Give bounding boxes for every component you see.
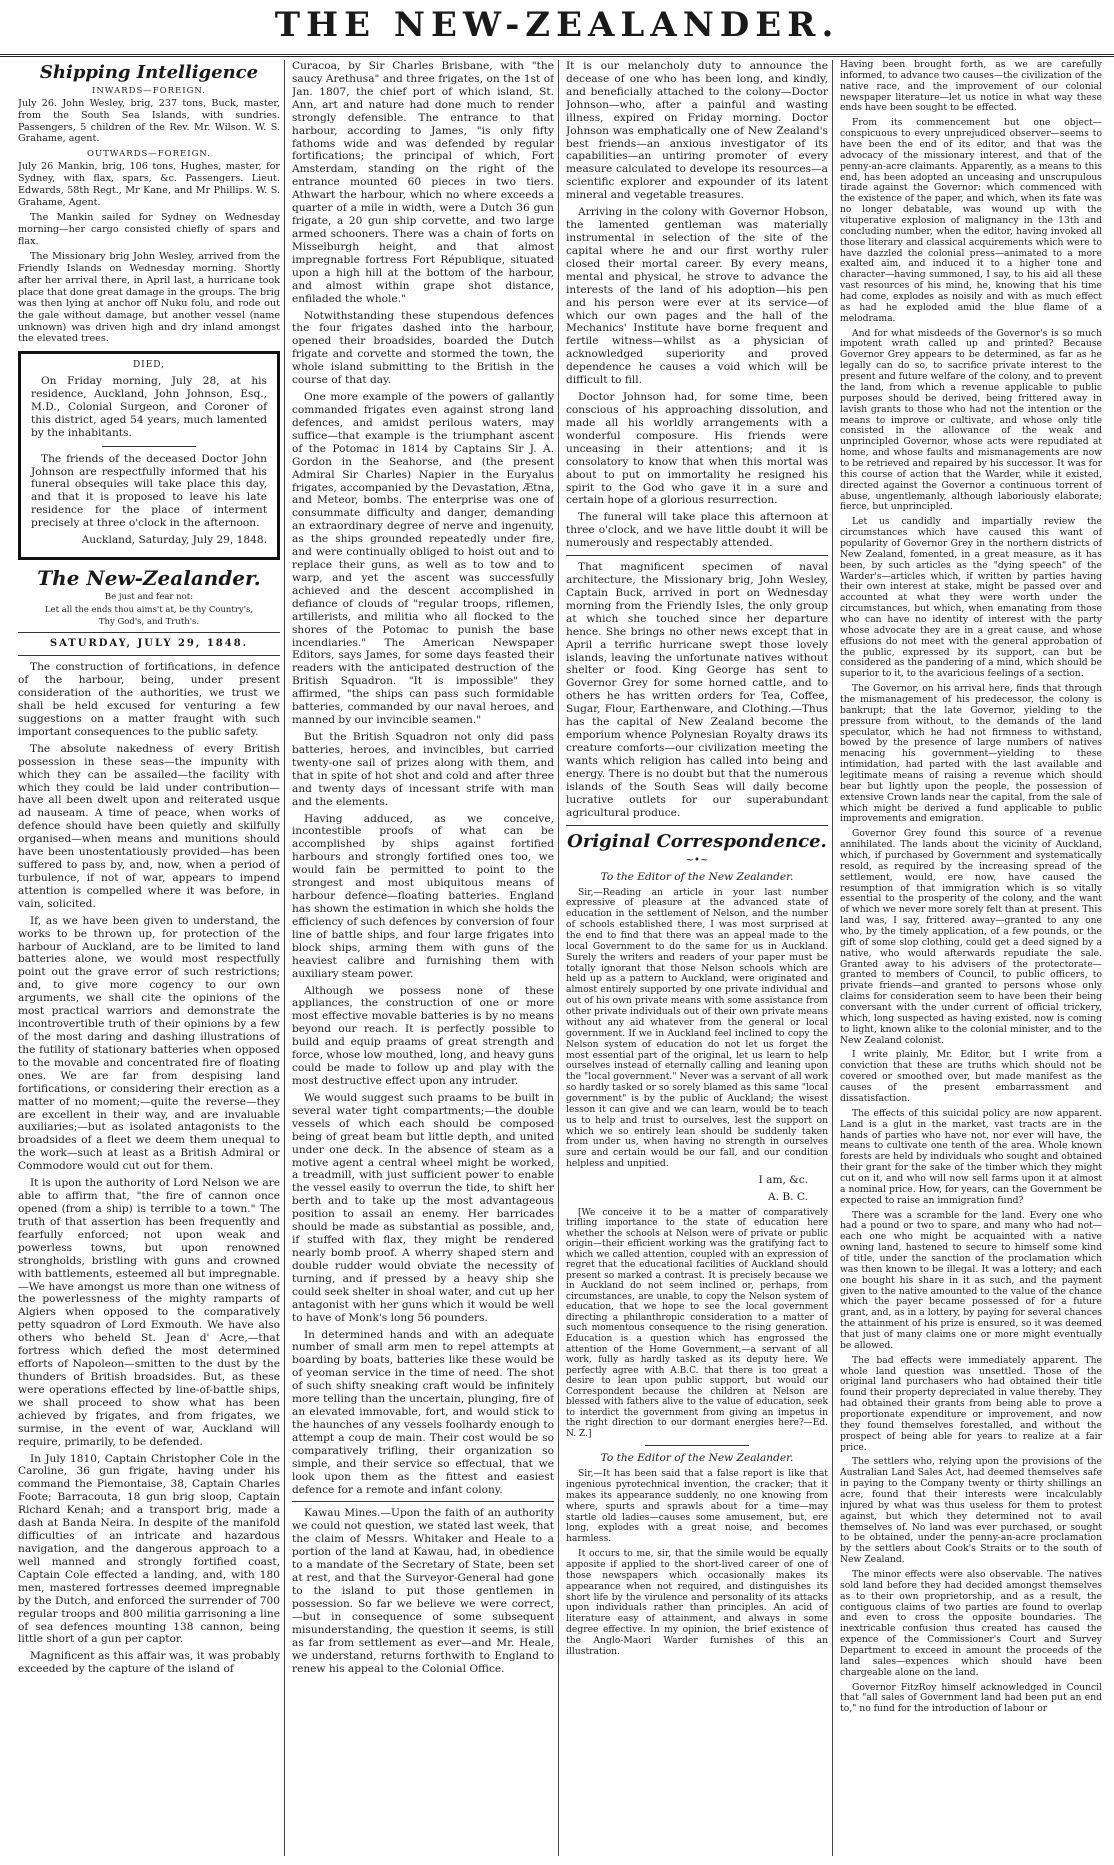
editorial-paragraph: If, as we have been given to understand, the works to be thrown up, for protection of the harbour of Auckland, are to be limited to land batteries alone, we would most respectfully point out the grave error of such restrictions; and, to give more cogency to our own arguments, we shall cite the opinions of the most practical warriors and demonstrate the incontrovertible truth of their opinions by a few of the most daring and dashing illustrations of the futility of stationary batteries when opposed to the movable and concentrated fire of floating ones. We are far from despising land fortifications, or considering their erection as a matter of no moment;—quite the reverse—they are excellent in their way, and are invaluable auxiliaries;—but as isolated antagonists to the broadsides of a fleet we deem them unequal to the work—such at least as a British Admiral or Commodore would cut out for them. — [18, 914, 280, 1173]
article-paragraph: Although we possess none of these appliances, the construction of one or more most effective movable batteries is by no means beyond our reach. It is perfectly possible to build and equip praams of great strength and force, whose low mouthed, long, and heavy guns could be made to follow up and play with the most destructive effect upon any intruder. — [292, 984, 554, 1087]
article-paragraph: Curacoa, by Sir Charles Brisbane, with "the saucy Arethusa" and three frigates, on the 1st of Jan. 1807, the chief port of which island, St. Ann, art and nature had done much to render strongly defensible. The entrance to that harbour, according to James, "is only fifty fathoms wide and was defended by regular fortifications; the principal of which, Fort Amsterdam, standing on the right of the entrance mounted 60 pieces in two tiers. Athwart the harbour, which no where exceeds a quarter of a mile in width, were a Dutch 36 gun frigate, a 20 gun ship corvette, and two large armed schooners. There was a chain of forts on Misselburgh height, and that almost impregnable fortress Fort République, situated upon a high hill at the bottom of the harbour, and almost within grape shot distance, enfiladed the whole." — [292, 60, 554, 305]
obituary-article: Doctor Johnson had, for some time, been conscious of his approaching dissolution, and made all his worldly arrangements with a wonderful composure. His friends were unceasing in their attentions; and it is consolatory to know that when this mortal was about to put on immortality he resigned his spirit to the God who gave it in a sure and certain hope of a glorious resurrection. — [566, 391, 828, 507]
article-paragraph: In determined hands and with an adequate number of small arm men to repel attempts at boarding by boats, batteries like these would be of yeoman service in the time of need. The shot of such shifty sneaking craft would be infinitely more telling than the uncertain, plunging, fire of an elevated immovable, fort, and would stick to the haunches of any vessels foolhardy enough to attempt a coup de main. Their cost would be so comparatively trifling, their organization so simple, and their service so effectual, that we look upon them as the fittest and easiest defence for a remote and infant colony. — [292, 1328, 554, 1496]
outwards-entry: July 26 Mankin, brig, 106 tons, Hughes, master, for Sydney, with flax, spars, &c. Passengers. Lieut. Edwards, 58th Regt., Mr Kane, and Mr Phillips. W. S. Grahame, Agent. — [18, 161, 280, 208]
inwards-label: INWARDS—FOREIGN. — [92, 85, 206, 96]
divider — [18, 655, 280, 656]
obituary-article: Arriving in the colony with Governor Hobson, the lamented gentleman was materially instrumental in selection of the site of the capital where he and our first worthy ruler closed their mortal career. By every means, mental and physical, he strove to advance the interests of the land of his adoption—his pen and his person were ever at its service—of which our own pages and the hall of the Mechanics' Institute have borne frequent and fertile witness—whilst as a physician of acknowledged superiority and proved dependence he causes a void which will be difficult to fill. — [566, 206, 828, 387]
letter-continuation: Governor Grey found this source of a revenue annihilated. The lands about the vicinity of Auckland, which, if purchased by Government and systematically resold, as required by the increasing spread of the settlement, would, ere now, have caused the resumption of that immigration which is so vitally essential to the prosperity of the colony, and the want of which we never more sorely felt than at present. This land was, I say, frittered away—granted to any one who, by the timely application, of a few pounds, or the gift of some slop clothing, could get a deed signed by a native, who would afterwards repudiate the sale. Granted away to his advisers of the protectorate—granted to members of Council, to public officers, to private friends—and granted to persons whose only claims for consideration seem to have been their being conversant with the under current of official trickery, which, long suspected as having existed, now is coming to light, known alike to the colonial minister, and to the New Zealand colonist. — [840, 828, 1102, 1046]
letter-continuation: And for what misdeeds of the Governor's is so much impotent wrath called up and printed? Because Governor Grey appears to be determined, as far as he legally can do so, to sacrifice private interest to the present and future welfare of the colony, and to prevent the land, from which a revenue applicable to public purposes should be derived, being frittered away in lavish grants to those who had not the intention or the means to improve or cultivate, and whose only title consisted in the allowance of the weak and unprincipled Governor, whose acts were repudiated at home, and whose faults and mismanagements are now to be retrieved and repaired by his successor. It was for this course of action that the Warder, while it existed, directed against the Governor a continuous torrent of abuse, ungentlemanly, although laboriously elaborate; fierce, but unprincipled. — [840, 327, 1102, 513]
letter-closing: I am, &c. — [758, 1173, 808, 1186]
letter-salutation: To the Editor of the New Zealander. — [600, 1452, 794, 1465]
column-1 — [18, 60, 280, 1856]
ornament: ~•~ — [685, 854, 709, 866]
issue-date: SATURDAY, JULY 29, 1848. — [49, 638, 249, 650]
divider — [102, 446, 196, 447]
motto-line: Be just and fear not: — [104, 592, 194, 603]
outwards-label: OUTWARDS—FOREIGN. — [86, 149, 211, 160]
obituary-article: It is our melancholy duty to announce the decease of one who has been long, and kindly, and beneficially attached to the colony—Doctor Johnson—who, after a painful and wasting illness, expired on Friday morning. Doctor Johnson was emphatically one of New Zealand's best friends—an anxious investigator of its capabilities—an untiring promoter of every measure calculated to develope its resources—a scientific explorer and expounder of its latent mineral and vegetable treasures. — [566, 60, 828, 202]
letter-continuation: There was a scramble for the land. Every one who had a pound or two to spare, and many who had not—each one who might be acquainted with a native owning land, hastened to secure to himself some kind of title, under the sanction of the proclamation which was then known to be illegal. It was a lottery; and each one bought his share in it as such, and the payment given to the native amounted to the value of the chance which the payer became possessed of for a future grant, and, as in a lottery, by paying for several chances the attainment of his prize is ensured, so it was deemed that just of many claims one or more might eventually be allowed. — [840, 1209, 1102, 1351]
correspondence-heading: Original Correspondence. — [567, 830, 827, 852]
article-paragraph: One more example of the powers of gallantly commanded frigates even against strong land defences, and amidst perilous waters, may suffice—that example is the triumphant ascent of the Potomac in 1814 by Captains Sir J. A. Gordon in the Seahorse, and (the present Admiral Sir Charles) Napier in the Euryalus frigates, accompanied by the Devastation, Ætna, and Meteor, bombs. The enterprise was one of consummate difficulty and danger, demanding an extraordinary degree of nerve and ingenuity, as the ships grounded repeatedly under fire, and were continually obliged to hoist out and to replace their guns, as well as to tow and to warp, and yet the ascent was successfully achieved and the descent accomplished in defiance of clouds of "regular troops, riflemen, artillerists, and militia who all flocked to the shores of the Potomac to punish the base incendiaries." The American Newspaper Editors, says James, for some days feasted their readers with the anticipated destruction of the British Squadron. "It is impossible" they affirmed, "the ships can pass such formidable batteries, commanded by our naval heroes, and manned by our invincible seamen." — [292, 391, 554, 727]
letter-continuation: The bad effects were immediately apparent. The whole land question was unsettled. Those of the original land purchasers who had obtained their title found their property depreciated in value thereby. They had obtained their grants from being able to prove a proportionate expenditure or improvement, and now they found themselves forestalled, and without the prospect of being able for years to realize at a fair price. — [840, 1354, 1102, 1453]
article-paragraph: Notwithstanding these stupendous defences the four frigates dashed into the harbour, opened their broadsides, boarded the Dutch frigate and corvette and stormed the town, the whole island submitting to the British in the course of that day. — [292, 309, 554, 387]
divider — [566, 555, 828, 556]
kawau-mines-paragraph: Kawau Mines.—Upon the faith of an authority we could not question, we stated last week, that the claim of Messrs. Whitaker and Heale to a portion of the land at Kawau, had, in obedience to a mandate of the Secretary of State, been set at rest, and that the Surveyor-General had gone to the island to put those gentlemen in possession. So far we believe we were correct,—but in consequence of some subsequent misunderstanding, the question it seems, is still as far from settlement as ever—and Mr. Heale, we understand, returns forthwith to England to renew his appeal to the Colonial Office. — [292, 1507, 554, 1675]
divider — [292, 1501, 554, 1502]
letter-continuation: The settlers who, relying upon the provisions of the Australian Land Sales Act, had deemed themselves safe in paying to the Company twenty or thirty shillings an acre, found that their interests were incalculably injured by what was thus useless for them to protest against, but which they determined not to avail themselves of. No land was ever purchased, or sought to be obtained, under the penny-an-acre proclamation by the settlers about Cook's Straits or to the south of New Zealand. — [840, 1456, 1102, 1566]
letter-continuation: The effects of this suicidal policy are now apparent. Land is a glut in the market, vast tracts are in the hands of parties who have not, nor ever will have, the means to cultivate one tenth of the area. Whole known forests are held by individuals who sought and obtained their grant for the sake of the timber which they might cut on it, and who will now sell farms upon it at almost a nominal price. How, for years, can the Government be expected to raise an immigration fund? — [840, 1107, 1102, 1206]
article-paragraph: But the British Squadron not only did pass batteries, heroes, and invincibles, but carried twenty-one sail of prizes along with them, and that in spite of hot shot and cold and after three and twenty days of incessant strife with man and the elements. — [292, 731, 554, 808]
editorial-paragraph: It is upon the authority of Lord Nelson we are able to affirm that, "the fire of cannon once opened (from a ship) is terrible to a town." The truth of that assertion has been frequently and fearfully enforced; not upon weak and powerless towns, but upon renowned strongholds, bristling with guns and crowned with battlements, esteemed all but impregnable.—We have amongst us more than one witness of the powerlessness of the mighty ramparts of Algiers when opposed to the comparatively petty squadron of Lord Exmouth. We have also others who beheld St. Jean d' Acre,—that fortress which defied the most determined efforts of Napoleon—smitten to the dust by the thunders of British broadsides. But, as these were operations effected by line-of-battle ships, we shall proceed to show what has been achieved by frigates, and from frigates, we surmise, in the event of war, Auckland will require, primarily, to be defended. — [18, 1177, 280, 1448]
letter-signature: A. B. C. — [767, 1190, 808, 1203]
obituary-text: On Friday morning, July 28, at his residence, Auckland, John Johnson, Esq., M.D., Colonial Surgeon, and Coroner of this district, aged 54 years, much lamented by the inhabitants. — [31, 375, 267, 439]
obituary-dateline: Auckland, Saturday, July 29, 1848. — [81, 534, 267, 547]
shipping-paragraph: The Missionary brig John Wesley, arrived from the Friendly Islands on Wednesday morning. Shortly after her arrival there, in April last, a hurricane took place that done great damage in the groups. The brig was then lying at anchor off Nuku folu, and rode out the gale without damage, but another vessel (name unknown) was driven high and dry inland amongst the elevated trees. — [18, 251, 280, 345]
letter-continuation: The minor effects were also observable. The natives sold land before they had decided amongst themselves as to their own proprietorship, and as a result, the contiguous claims of two parties are found to overlap and even to cross the opposite boundaries. The inextricable confusion thus created has caused the expence of the Commissioner's Court and Survey Department to exceed in amount the proceeds of the land sales—expences which should have been chargeable alone on the land. — [840, 1569, 1102, 1678]
shipping-heading: Shipping Intelligence — [39, 62, 259, 83]
divider — [566, 825, 828, 826]
obituary-article: The funeral will take place this afternoon at three o'clock, and we have little doubt it will be numerously and respectably attended. — [566, 511, 828, 550]
editorial-title: The New-Zealander. — [37, 566, 261, 591]
letter-continuation: I write plainly, Mr. Editor, but I write from a conviction that these are truths which should not be covered or smoothed over, but made manifest as the causes of the present embarrassment and dissatisfaction. — [840, 1049, 1102, 1104]
letter-continuation: From its commencement but one object—conspicuous to every unprejudiced observer—seems to have been the end of its editor, and that was the advocacy of the missionary interest, and that of the penny-an-acre claimants. Apparently, as a means to this end, has been adopted an unceasing and unscrupulous tirade against the Governor: which commenced with the existence of the paper, and which, when its fate was no longer debatable, was wound up with the vituperative explosion of malignancy in the 13th and concluding number, when the editor, having invoked all those literary and classical acquirements which were to have dazzled the colonial press—animated to a more exalted aim, and induced it to a higher tone and character—having summoned, I say, to his aid all these vast resources of his mind, he, knowing that his time had come, explodes as noisily and with as much effect as had he exploded amid the blue flame of a melodrama. — [840, 117, 1102, 324]
column-3 — [566, 60, 828, 1856]
article-paragraph: Having adduced, as we conceive, incontestible proofs of what can be accomplished by ships against fortified harbours and strongly fortified ones too, we would fain be permitted to point to the strongest and most ubiquitous means of harbour defence—floating batteries. England has shown the estimation in which she holds the efficiency of such defences by conversion of four line of battle ships, and four large frigates into block ships, arming them with guns of the heaviest calibre and furnishing them with auxiliary steam power. — [292, 812, 554, 980]
letter-continuation: The Governor, on his arrival here, finds that through the mismanagement of his predecessor, the colony is bankrupt; that the late Governor, yielding to the pressure from without, to the demands of the land speculator, which he had not firmness to withstand, bowed by the presence of large numbers of natives menacing his government—yielding to these intimidation, had parted with the last available and legitimate means of raising a revenue which should bear but lightly upon the people, the possession of extensive Crown lands near the capital, from the sale of which might be derived a fund applicable to public improvements and emigration. — [840, 683, 1102, 825]
column-2 — [292, 60, 554, 1856]
letter-continuation: Governor FitzRoy himself acknowledged in Council that "all sales of Government land had been put an end to," no fund for the introduction of labour or — [840, 1681, 1102, 1715]
divider — [18, 632, 280, 633]
column-rule — [558, 60, 559, 1856]
letter-body: Sir,—It has been said that a false report is like that ingenious pyrotechnical invention, the cracker; that it makes its appearance suddenly, no one knowing from where, spurts and sprawls about for a time—may startle old ladies—causes some amusement, but, ere long, explodes with a great noise, and becomes harmless. — [566, 1468, 828, 1545]
column-rule — [284, 60, 285, 1856]
divider — [645, 1445, 750, 1446]
masthead: THE NEW-ZEALANDER. — [0, 0, 1114, 57]
editor-note: [We conceive it to be a matter of comparatively trifling importance to the state of education here whether the schools at Nelson were of private or public origin—their efficient working was the gratifying fact to which we called attention, coupled with an expression of regret that the educational facilities of Auckland should present so marked a contrast. It is precisely because we in Auckland do not seem inclined or, perhaps, from circumstances, are unable, to copy the Nelson system of education, that we hope to see the local government directing a philanthropic consideration to a matter of such momentous consequence to the rising generation. Education is a question which has engrossed the attention of the Home Government,—a servant of all work, fully as hardly tasked as its deputy here. We perfectly agree with A.B.C. that there is too great a desire to lean upon public support, but would our Correspondent because the children at Nelson are blessed with fathers alive to the value of education, seek to interdict the government from giving an impetus in the right direction to our dormant energies here?—Ed. N. Z.] — [566, 1207, 828, 1439]
letter-body: Sir,—Reading an article in your last number expressive of pleasure at the advanced state of education in the settlement of Nelson, and the number of schools established there, I was most surprised at the end to find that there was an appeal made to the local Government to do the same for us in Auckland. Surely the writers and readers of your paper must be totally ignorant that those Nelson schools which are held up as a pattern to Auckland, were originated and almost entirely supported by one private individual and out of his own private means with some assistance from other private individuals out of their own private means without any aid whatever from the general or local government. If we in Auckland feel inclined to copy the Nelson system of education do not let us forget the most essential part of the original, let us learn to help ourselves instead of eternally calling and leaning upon the "local government." Never was a servant of all work so hardly tasked or so sorely blamed as this same "local government" is by the public of Auckland; the wisest lesson it can give and we can learn, would be to teach us to help and trust to ourselves, lest the support on which we so entirely lean should be suddenly taken from under us, when having no strength in ourselves sure and certain would be our fall, and our condition helpless and unpitied. — [566, 886, 828, 1170]
funeral-notice: The friends of the deceased Doctor John Johnson are respectfully informed that his funeral obsequies will take place this day, and that it is proposed to leave his late residence for the place of interment precisely at three o'clock in the afternoon. — [31, 452, 267, 530]
obituary-heading: DIED, — [132, 360, 166, 371]
john-wesley-paragraph: That magnificent specimen of naval architecture, the Missionary brig, John Wesley, Captain Buck, arrived in port on Wednesday morning from the Friendly Isles, the only group at which she touched since her departure hence. She brings no other news except that in April a terrific hurricane swept those lovely islands, leaving the unfortunate natives without shelter or food. King George has sent to Governor Grey for some horned cattle, and to others he has written orders for Tea, Coffee, Sugar, Flour, Earthenware, and Clothing.—Thus has the capital of New Zealand become the emporium whence Polynesian Royalty draws its creature comforts—our civilization meeting the wants which religion has called into being and energy. There is no doubt but that the numerous islands of the South Seas will daily become lucrative outlets for our superabundant agricultural produce. — [566, 561, 828, 819]
column-rule — [832, 60, 833, 1856]
article-paragraph: We would suggest such praams to be built in several water tight compartments;—the double vessels of which each should be composed being of great beam but little depth, and united under one deck. In the absence of steam as a motive agent a central wheel might be worked, a treadmill, with just sufficient power to enable the vessel easily to overrun the tide, to shift her berth and to take up the most advantageous position to assail an enemy. Her barricades should be made as substantial as possible, and, if stuffed with flax, they might be rendered nearly bomb proof. A wherry shaped stern and double rudder would obviate the necessity of turning, and if pressed by a heavy ship she could seek shelter in shoal water, and cut up her antagonist with her guns which it would be well to have of Monk's long 56 pounders. — [292, 1091, 554, 1324]
letter-body: It occurs to me, sir, that the simile would be equally apposite if applied to the short-lived career of one of those newspapers which occasionally makes its appearance when not required, and distinguishes its short life by the virulence and personality of its attacks upon individuals rather than principles. An acid of literature easy of attainment, and always in some degree effective. In my opinion, the brief existence of the Anglo-Maori Warder furnishes of this an illustration. — [566, 1548, 828, 1657]
letter-continuation: Having been brought forth, as we are carefully informed, to advance two causes—the civilization of the native race, and the improvement of our colonial newspaper literature—let us notice in what way these ends have been sought to be effected. — [840, 60, 1102, 114]
column-4 — [840, 60, 1102, 1856]
editorial-paragraph: In July 1810, Captain Christopher Cole in the Caroline, 36 gun frigate, having under his command the Piemontaise, 38, Captain Charles Foote; Barracouta, 18 gun brig sloop, Captain Richard Kenah; and a transport brig, made a dash at Banda Neira. In despite of the manifold difficulties of an intricate and hazardous navigation, and the dangerous approach to a well manned and strongly fortified coast, Captain Cole effected a landing, and, with 180 men, mastered fortresses deemed impregnable by the Dutch, and enforced the surrender of 700 regular troops and 800 militia garrisoning a line of sea defences mounting 138 cannon, being little short of a gun per captor. — [18, 1452, 280, 1646]
editorial-paragraph: The construction of fortifications, in defence of the harbour, being, under present consideration of the authorities, we trust we shall be held excused for venturing a few suggestions on a matter fraught with such important consequences to the public safety. — [18, 661, 280, 738]
motto-line: Thy God's, and Truth's. — [98, 616, 200, 627]
letter-continuation: Let us candidly and impartially review the circumstances which have caused this want of popularity of Governor Grey in the northern districts of New Zealand, fomented, in a great measure, as it has been, by such articles as the "dying speech" of the Warder's—articles which, if written by parties having their own interest at stake, might be passed over and accounted at what they were worth under the circumstances, but which, when emanating from those who can have no identity of interest with the party whose advocate they are in a great cause, and whose effusions do not meet with the general approbation of the public, expressed by its support, can but be considered as the pandering of a mind, which should be superior to it, to the avaricious feelings of a section. — [840, 516, 1102, 680]
shipping-paragraph: The Mankin sailed for Sydney on Wednesday morning—her cargo consisted chiefly of spars and flax. — [18, 212, 280, 247]
obituary-notice — [18, 351, 280, 560]
motto-line: Let all the ends thou aims't at, be thy Country's, — [44, 604, 254, 615]
editorial-paragraph: Magnificent as this affair was, it was probably exceeded by the capture of the island of — [18, 1650, 280, 1676]
editorial-paragraph: The absolute nakedness of every British possession in these seas—the impunity with which they can be assailed—the facility with which they could be laid under contribution—have all been dwelt upon and reiterated usque ad nauseam. A time of peace, when works of defence should have been quietly and skilfully organised—when means and munitions should have been unostentatiously provided—has been suffered to pass by, and, now, when a period of turbulence, if not of war, appears to impend attention is compelled where it was before, in vain, solicited. — [18, 742, 280, 910]
inwards-entry: July 26. John Wesley, brig, 237 tons, Buck, master, from the South Sea Islands, with sundries. Passengers, 5 children of the Rev. Mr. Wilson. W. S. Grahame, agent. — [18, 98, 280, 145]
letter-salutation: To the Editor of the New Zealander. — [600, 870, 794, 883]
